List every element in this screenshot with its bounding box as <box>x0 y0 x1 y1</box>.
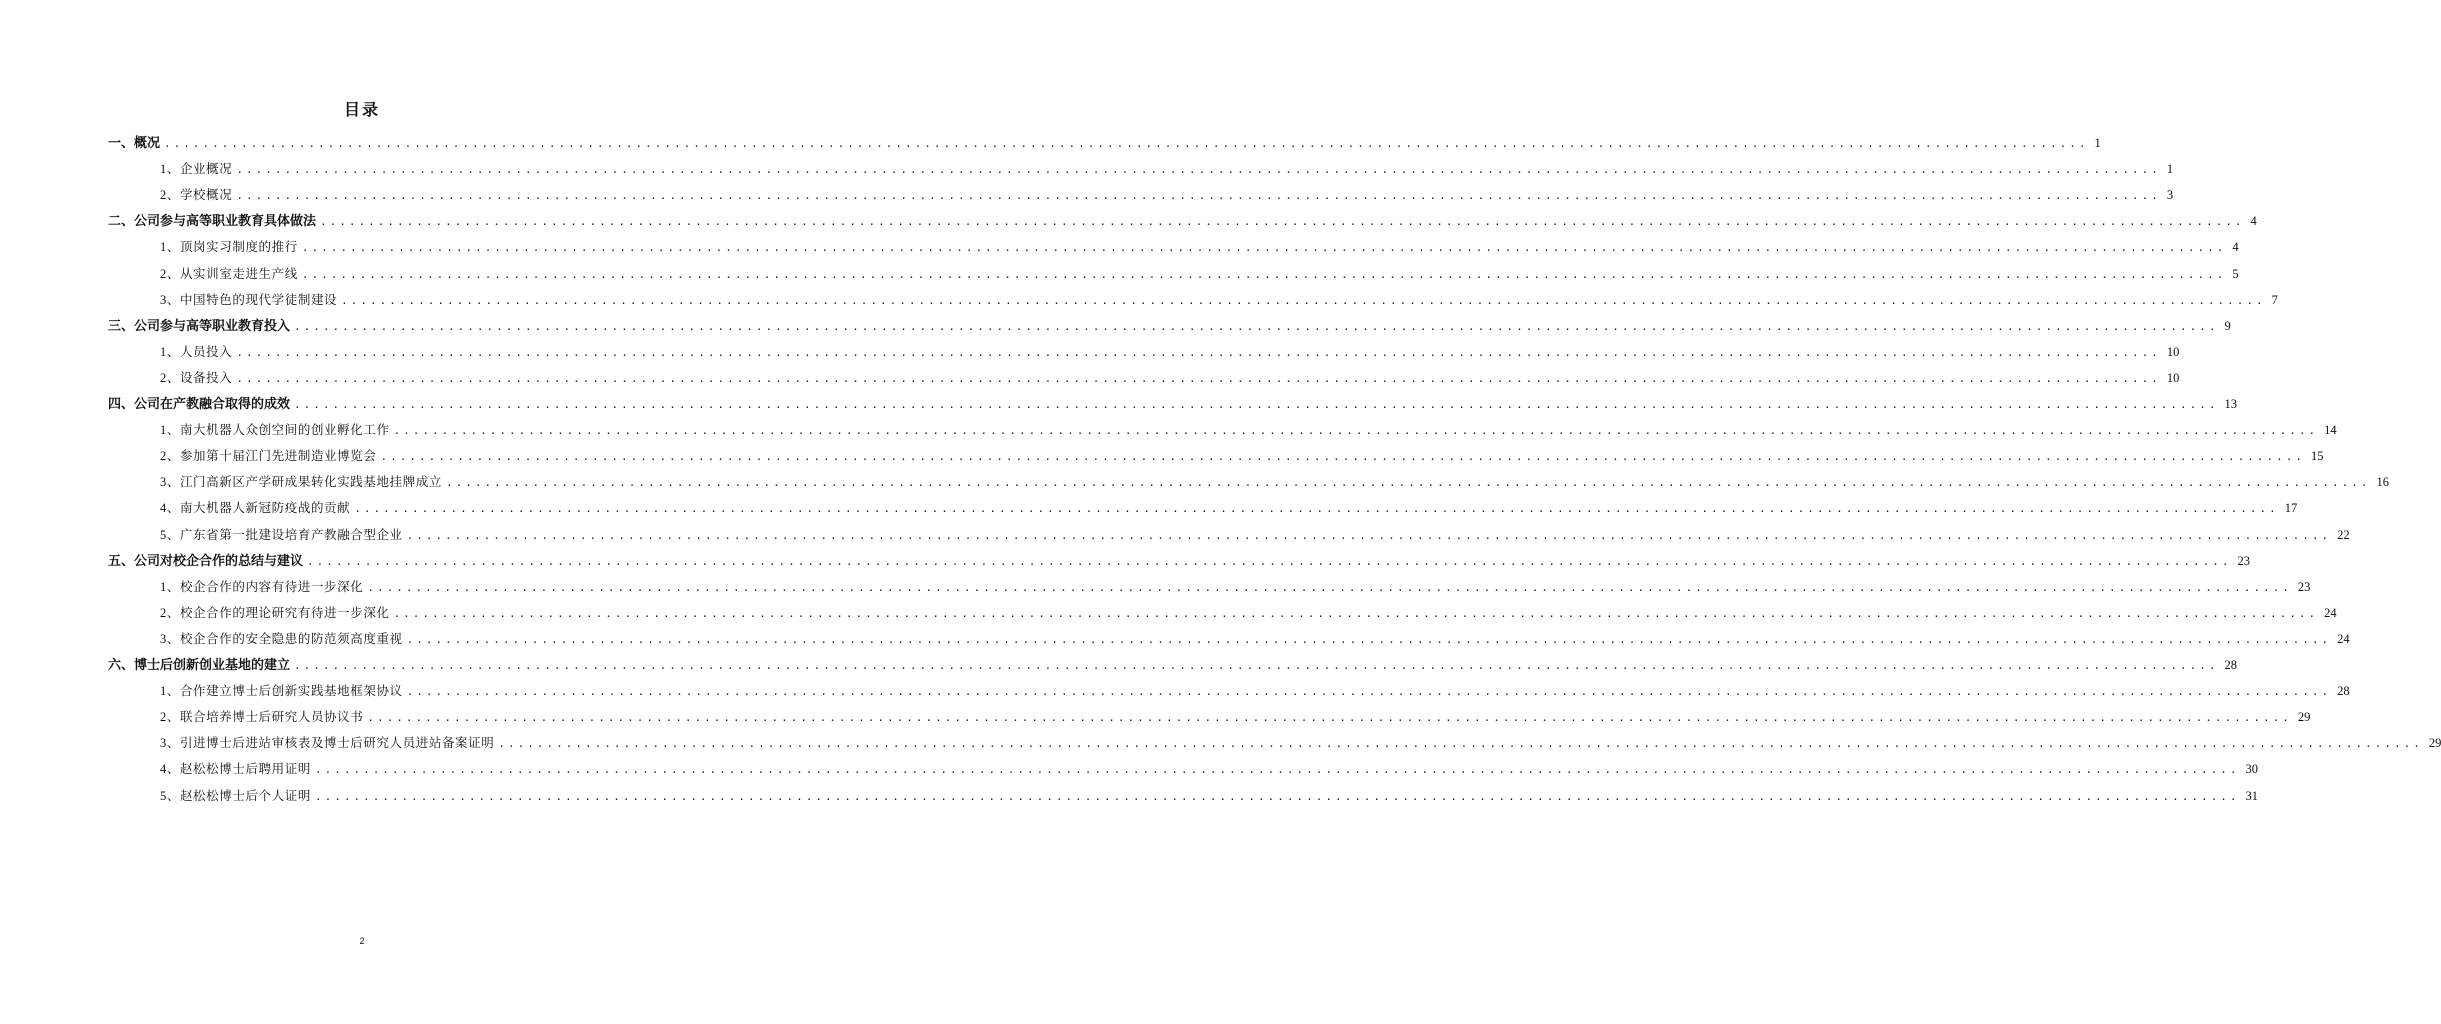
toc-leader-dots: ........................................................................................................................................................................................................ <box>406 685 2332 699</box>
toc-entry[interactable] <box>160 419 2337 441</box>
toc-entry[interactable] <box>160 732 2441 754</box>
toc-entry[interactable] <box>108 210 2257 232</box>
toc-entry[interactable] <box>108 654 2238 676</box>
toc-entry[interactable] <box>160 236 2239 258</box>
toc-entry-page: 7 <box>2271 292 2278 307</box>
toc-entry[interactable] <box>160 158 2174 180</box>
toc-entry[interactable] <box>160 471 2389 493</box>
toc-leader-dots: ........................................................................................................................................................................................................ <box>307 554 2232 568</box>
toc-entry[interactable] <box>160 524 2350 546</box>
toc-leader-dots: ........................................................................................................................................................................................................ <box>406 528 2332 542</box>
toc-entry-title: 1、人员投入 <box>160 344 233 359</box>
toc-entry-page: 28 <box>2224 658 2238 672</box>
toc-entry[interactable] <box>160 289 2278 311</box>
toc-entry-page: 9 <box>2224 318 2231 333</box>
toc-entry-title: 1、南大机器人众创空间的创业孵化工作 <box>160 423 390 438</box>
toc-leader-dots: ........................................................................................................................................................................................................ <box>314 789 2240 803</box>
toc-entry-page: 22 <box>2337 527 2350 542</box>
toc-entry-title: 3、校企合作的安全隐患的防范须高度重视 <box>160 631 403 646</box>
toc-entry-title: 四、公司在产教融合取得的成效 <box>108 397 291 412</box>
toc-entry-title: 5、赵松松博士后个人证明 <box>160 788 311 803</box>
toc-entry-page: 28 <box>2337 684 2350 699</box>
toc-entry-page: 10 <box>2166 344 2180 359</box>
toc-entry-page: 31 <box>2245 788 2258 803</box>
toc-leader-dots: ........................................................................................................................................................................................................ <box>393 606 2319 620</box>
toc-entry-title: 3、引进博士后进站审核表及博士后研究人员进站备案证明 <box>160 736 495 751</box>
toc-entry-page: 24 <box>2324 605 2337 620</box>
toc-entry[interactable] <box>160 706 2311 728</box>
toc-entry-title: 六、博士后创新创业基地的建立 <box>108 658 291 673</box>
toc-entry-title: 1、校企合作的内容有待进一步深化 <box>160 579 364 594</box>
toc-entry-title: 5、广东省第一批建设培育产教融合型企业 <box>160 527 403 542</box>
toc-entry[interactable] <box>160 785 2258 807</box>
toc-entry-title: 2、学校概况 <box>160 188 233 203</box>
toc-entry[interactable] <box>160 445 2324 467</box>
toc-entry-title: 2、参加第十届江门先进制造业博览会 <box>160 449 377 464</box>
toc-leader-dots: ........................................................................................................................................................................................................ <box>294 398 2219 411</box>
toc-entry[interactable] <box>108 393 2238 415</box>
toc-entry[interactable] <box>108 132 2101 154</box>
toc-entry[interactable] <box>160 680 2350 702</box>
toc-entry-page: 14 <box>2324 423 2337 438</box>
toc-entry-title: 1、合作建立博士后创新实践基地框架协议 <box>160 684 403 699</box>
toc-entry-page: 13 <box>2224 397 2238 411</box>
toc-entry-title: 2、联合培养博士后研究人员协议书 <box>160 710 364 725</box>
toc-entry[interactable] <box>160 497 2298 519</box>
toc-entry-page: 3 <box>2166 188 2174 203</box>
toc-entry-page: 24 <box>2337 631 2350 646</box>
toc-leader-dots: ........................................................................................................................................................................................................ <box>406 632 2332 646</box>
toc-leader-dots: ........................................................................................................................................................................................................ <box>164 137 2089 150</box>
toc-entry-title: 3、中国特色的现代学徒制建设 <box>160 292 338 307</box>
toc-entry-page: 5 <box>2232 266 2239 281</box>
toc-entry[interactable] <box>160 602 2337 624</box>
toc-entry-title: 2、设备投入 <box>160 370 233 385</box>
toc-entry[interactable] <box>108 315 2231 337</box>
toc-entry-title: 4、南大机器人新冠防疫战的贡献 <box>160 501 351 516</box>
toc-entry-page: 23 <box>2237 553 2251 568</box>
toc-leader-dots: ........................................................................................................................................................................................................ <box>236 189 2161 203</box>
toc-entry-page: 29 <box>2297 710 2311 725</box>
toc-entry[interactable] <box>160 628 2350 650</box>
toc-entry-page: 16 <box>2376 475 2389 490</box>
toc-entry[interactable] <box>160 758 2258 780</box>
toc-entry-title: 1、顶岗实习制度的推行 <box>160 240 298 255</box>
toc-leader-dots: ........................................................................................................................................................................................................ <box>294 319 2219 333</box>
toc-leader-dots: ........................................................................................................................................................................................................ <box>236 163 2161 177</box>
toc-entry-title: 三、公司参与高等职业教育投入 <box>108 318 291 334</box>
toc-leader-dots: ........................................................................................................................................................................................................ <box>314 763 2240 777</box>
toc-entry[interactable] <box>108 550 2251 572</box>
toc-entry-title: 4、赵松松博士后聘用证明 <box>160 762 311 777</box>
toc-leader-dots: ........................................................................................................................................................................................................ <box>294 659 2219 672</box>
toc-entry-title: 一、概况 <box>108 136 161 151</box>
toc-entry-title: 3、江门高新区产学研成果转化实践基地挂牌成立 <box>160 475 442 490</box>
toc-entry-page: 29 <box>2428 736 2441 751</box>
toc-entry-title: 1、企业概况 <box>160 162 233 177</box>
toc-entry-title: 二、公司参与高等职业教育具体做法 <box>108 214 317 230</box>
page-number: 2 <box>359 936 365 946</box>
toc-leader-dots: ........................................................................................................................................................................................................ <box>498 737 2423 751</box>
toc-entry-page: 4 <box>2250 214 2257 229</box>
toc-leader-dots: ........................................................................................................................................................................................................ <box>367 580 2292 594</box>
toc-entry-page: 4 <box>2232 240 2239 255</box>
toc-entry-page: 10 <box>2166 370 2180 385</box>
toc-entry-title: 五、公司对校企合作的总结与建议 <box>108 553 304 569</box>
toc-leader-dots: ........................................................................................................................................................................................................ <box>236 371 2161 385</box>
toc-entry[interactable] <box>160 576 2311 598</box>
toc-entry-page: 17 <box>2284 501 2298 516</box>
toc-leader-dots: ........................................................................................................................................................................................................ <box>320 215 2245 229</box>
toc-leader-dots: ........................................................................................................................................................................................................ <box>301 267 2227 281</box>
toc-leader-dots: ........................................................................................................................................................................................................ <box>341 293 2266 307</box>
toc-leader-dots: ........................................................................................................................................................................................................ <box>367 711 2292 725</box>
toc-entry-page: 30 <box>2245 762 2258 777</box>
page-title: 目录 <box>343 100 380 119</box>
toc-entry-page: 23 <box>2297 579 2311 594</box>
toc-leader-dots: ........................................................................................................................................................................................................ <box>393 424 2319 438</box>
toc-entry[interactable] <box>160 263 2239 285</box>
toc-entry-page: 1 <box>2166 162 2174 177</box>
toc-entry[interactable] <box>160 341 2180 363</box>
toc-leader-dots: ........................................................................................................................................................................................................ <box>236 345 2161 359</box>
toc-entry[interactable] <box>160 184 2174 206</box>
toc-leader-dots: ........................................................................................................................................................................................................ <box>354 502 2279 516</box>
toc-entry-title: 2、从实训室走进生产线 <box>160 266 298 281</box>
toc-entry-page: 1 <box>2094 136 2101 150</box>
toc-leader-dots: ........................................................................................................................................................................................................ <box>301 241 2227 255</box>
toc-leader-dots: ........................................................................................................................................................................................................ <box>380 450 2305 464</box>
toc-leader-dots: ........................................................................................................................................................................................................ <box>445 476 2371 490</box>
toc-entry-page: 15 <box>2310 449 2324 464</box>
toc-entry[interactable] <box>160 367 2180 389</box>
toc-entry-title: 2、校企合作的理论研究有待进一步深化 <box>160 605 390 620</box>
